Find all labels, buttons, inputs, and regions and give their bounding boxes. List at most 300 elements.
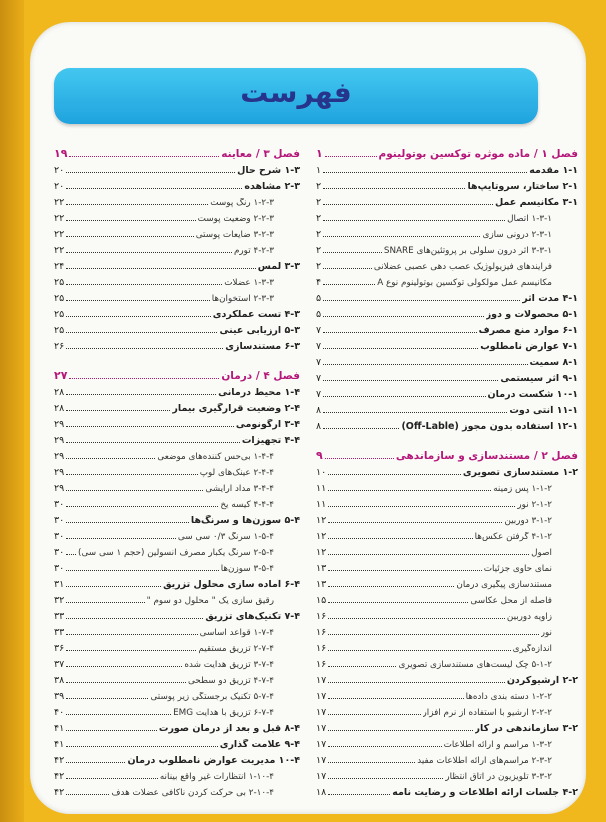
entry-title: ۵-۴ سوزن‌ها و سرنگ‌ها	[190, 515, 300, 526]
dot-leader	[66, 172, 235, 173]
entry-title: ۳-۱ مکانیسم عمل	[494, 197, 578, 208]
entry-page-number: ۱۵	[316, 595, 327, 606]
toc-entry	[316, 574, 578, 590]
dot-leader	[66, 236, 194, 237]
entry-title: ۴-۷-۴ تزریق دو سطحی	[187, 676, 274, 686]
toc-entry	[316, 272, 578, 288]
dot-leader	[328, 522, 502, 523]
entry-page-number: ۲	[316, 229, 322, 240]
entry-page-number: ۲۵	[54, 325, 65, 336]
entry-page-number: ۱۷	[316, 691, 327, 702]
toc-entry	[54, 320, 300, 336]
dot-leader	[328, 666, 396, 667]
entry-title: فصل ۴ / درمان	[221, 370, 300, 382]
toc-entry	[316, 654, 578, 670]
entry-page-number: ۲۹	[54, 483, 65, 494]
entry-title: ۹-۱ اثر سیستمی	[500, 373, 578, 384]
dot-leader	[66, 332, 217, 333]
entry-page-number: ۲	[316, 245, 322, 256]
entry-page-number: ۳۳	[54, 611, 65, 622]
entry-title: ۲-۴-۴ عینک‌های لوپ	[199, 468, 274, 478]
entry-page-number: ۱۱	[316, 499, 327, 510]
entry-page-number: ۱۷	[316, 675, 327, 686]
toc-entry	[54, 686, 300, 702]
dot-leader	[66, 698, 148, 699]
entry-page-number: ۲۲	[54, 245, 65, 256]
dot-leader	[66, 426, 234, 427]
entry-title: ۱-۲ مستندسازی تصویری	[462, 467, 578, 478]
dot-leader	[328, 650, 510, 651]
entry-page-number: ۱۷	[316, 739, 327, 750]
dot-leader	[66, 618, 203, 619]
entry-title: ۳-۳-۱ اثر درون سلولی بر پروتئین‌های SNARE	[383, 246, 552, 256]
entry-title: ۲-۲-۲ آرشیو با استفاده از نرم افزار	[422, 708, 552, 718]
toc-column-right	[316, 140, 578, 798]
dot-leader	[69, 378, 219, 379]
entry-page-number: ۳۰	[54, 515, 65, 526]
entry-page-number: ۸	[316, 405, 322, 416]
dot-leader	[323, 396, 485, 397]
entry-title: اصول	[531, 548, 552, 558]
dot-leader	[66, 284, 222, 285]
entry-page-number: ۵	[316, 293, 322, 304]
toc-entry	[316, 750, 578, 766]
entry-title: فاصله از محل عکاسی	[470, 596, 552, 606]
entry-title: ۲-۳-۲ مراسم‌های ارائه اطلاعات مفید	[417, 756, 552, 766]
entry-title: نور	[540, 628, 552, 638]
dot-leader	[66, 188, 242, 189]
dot-leader	[66, 316, 211, 317]
dot-leader	[66, 300, 210, 301]
dot-leader	[328, 634, 539, 635]
entry-page-number: ۱۰	[316, 467, 327, 478]
entry-page-number: ۱۷	[316, 755, 327, 766]
toc-entry	[54, 494, 300, 510]
entry-page-number: ۱۲	[316, 547, 327, 558]
entry-page-number: ۲۴	[54, 261, 65, 272]
entry-title: ۴-۲-۳ تورم	[233, 246, 274, 256]
toc-entry	[54, 702, 300, 718]
toc-entry	[54, 718, 300, 734]
entry-page-number: ۲۰	[54, 165, 65, 176]
chapter-entry	[54, 140, 300, 160]
toc-entry	[316, 462, 578, 478]
entry-title: ۱۰-۴ مدیریت عوارض نامطلوب درمان	[127, 755, 300, 766]
entry-page-number: ۲	[316, 261, 322, 272]
entry-page-number: ۱۲	[316, 531, 327, 542]
entry-page-number: ۴۱	[54, 739, 65, 750]
dot-leader	[323, 316, 484, 317]
toc-entry	[54, 430, 300, 446]
entry-title: ۱-۳-۳ عضلات	[224, 278, 274, 288]
entry-title: ۶-۷-۴ تزریق با هدایت EMG	[173, 708, 274, 718]
entry-title: ۱-۳-۲ مراسم و ارائه اطلاعات	[443, 740, 552, 750]
toc-entry	[316, 336, 578, 352]
entry-title: مکانیسم عمل مولکولی توکسین بوتولینوم نوع A	[377, 278, 552, 288]
toc-page	[30, 22, 586, 814]
dot-leader	[328, 746, 441, 747]
entry-title: ۲-۱-۲ نور	[517, 500, 552, 510]
toc-entry	[316, 256, 578, 272]
entry-page-number: ۷	[316, 373, 322, 384]
dot-leader	[66, 650, 196, 651]
page-title: فهرست	[240, 76, 352, 109]
entry-page-number: ۱۳	[316, 579, 327, 590]
toc-entry	[316, 352, 578, 368]
entry-title: فصل ۱ / ماده موثره توکسین بوتولینوم	[378, 148, 578, 160]
entry-title: ۳-۲-۳ ضایعات پوستی	[195, 230, 274, 240]
toc-entry	[54, 208, 300, 224]
entry-title: ۴-۴-۴ کیسه یخ	[220, 500, 274, 510]
toc-entry	[316, 208, 578, 224]
entry-page-number: ۱	[316, 147, 323, 160]
toc-entry	[54, 304, 300, 320]
entry-title: ۲-۳ مشاهده	[244, 181, 300, 192]
dot-leader	[66, 714, 171, 715]
dot-leader	[325, 156, 377, 157]
dot-leader	[323, 268, 372, 269]
entry-page-number: ۳۶	[54, 643, 65, 654]
section-gap	[54, 352, 300, 362]
entry-page-number: ۲	[316, 181, 322, 192]
toc-entry	[316, 558, 578, 574]
toc-entry	[54, 272, 300, 288]
entry-title: فرایندهای فیزیولوژیک عصب دهی عصبی عضلانی	[373, 262, 552, 272]
entry-title: فصل ۳ / معاینه	[221, 148, 300, 160]
toc-entry	[316, 304, 578, 320]
entry-title: ۳-۷-۴ تزریق هدایت شده	[184, 660, 274, 670]
entry-page-number: ۱۳	[316, 563, 327, 574]
entry-page-number: ۲۰	[54, 181, 65, 192]
toc-entry	[316, 160, 578, 176]
toc-entry	[316, 766, 578, 782]
entry-page-number: ۱۸	[316, 787, 327, 798]
entry-title: ۲-۲-۳ وضعیت پوست	[197, 214, 274, 224]
entry-title: ۳-۴-۴ مداد آرایشی	[205, 484, 274, 494]
toc-entry	[316, 176, 578, 192]
dot-leader	[323, 380, 498, 381]
dot-leader	[323, 204, 493, 205]
entry-title: ۱-۴-۴ بی‌حس کننده‌های موضعی	[157, 452, 274, 462]
dot-leader	[66, 794, 109, 795]
entry-page-number: ۲۶	[54, 341, 65, 352]
dot-leader	[323, 348, 478, 349]
toc-entry	[54, 526, 300, 542]
entry-page-number: ۱۶	[316, 611, 327, 622]
dot-leader	[328, 602, 468, 603]
toc-entry	[54, 542, 300, 558]
entry-title: ۱-۱-۲ پس زمینه	[493, 484, 552, 494]
dot-leader	[328, 586, 454, 587]
entry-title: ۱-۲-۳ رنگ پوست	[210, 198, 274, 208]
toc-entry	[54, 462, 300, 478]
entry-page-number: ۷	[316, 325, 322, 336]
entry-title: ۲-۵-۴ سرنگ یکبار مصرف انسولین (حجم ۱ سی سی)	[78, 548, 274, 558]
toc-entry	[316, 384, 578, 400]
entry-title: ۳-۱-۲ دوربین	[504, 516, 552, 526]
toc-entry	[54, 240, 300, 256]
toc-entry	[54, 192, 300, 208]
entry-page-number: ۳۱	[54, 579, 65, 590]
toc-entry	[316, 734, 578, 750]
entry-page-number: ۳۰	[54, 547, 65, 558]
entry-page-number: ۱۷	[316, 707, 327, 718]
entry-title: ۱۱-۱ آنتی دوت	[509, 405, 578, 416]
dot-leader	[323, 332, 477, 333]
section-gap	[316, 432, 578, 442]
entry-page-number: ۲۲	[54, 213, 65, 224]
toc-entry	[316, 288, 578, 304]
entry-page-number: ۴	[316, 277, 322, 288]
entry-page-number: ۳۲	[54, 595, 65, 606]
toc-entry	[54, 782, 300, 798]
dot-leader	[328, 794, 390, 795]
entry-page-number: ۷	[316, 389, 322, 400]
chapter-entry	[316, 140, 578, 160]
entry-page-number: ۱۷	[316, 723, 327, 734]
entry-page-number: ۷	[316, 357, 322, 368]
dot-leader	[66, 522, 189, 523]
entry-title: ۶-۴ آماده سازی محلول تزریق	[163, 579, 300, 590]
entry-page-number: ۳۰	[54, 499, 65, 510]
entry-page-number: ۲۵	[54, 277, 65, 288]
entry-page-number: ۸	[316, 421, 322, 432]
entry-title: ۳-۳ لمس	[257, 261, 300, 272]
dot-leader	[328, 538, 472, 539]
dot-leader	[66, 410, 170, 411]
dot-leader	[66, 506, 218, 507]
dot-leader	[69, 156, 219, 157]
toc-entry	[316, 686, 578, 702]
entry-title: ۵-۱ محصولات و دوز	[485, 309, 578, 320]
title-banner	[54, 68, 538, 124]
entry-page-number: ۲۸	[54, 403, 65, 414]
toc-entry	[316, 622, 578, 638]
toc-entry	[54, 176, 300, 192]
toc-entry	[54, 382, 300, 398]
entry-title: ۱-۱ مقدمه	[529, 165, 578, 176]
entry-page-number: ۲	[316, 197, 322, 208]
entry-page-number: ۷	[316, 341, 322, 352]
entry-title: ۱-۴ محیط درمانی	[218, 387, 300, 398]
dot-leader	[66, 490, 203, 491]
entry-page-number: ۲۵	[54, 309, 65, 320]
entry-title: ۴-۱-۲ گرفتن عکس‌ها	[474, 532, 552, 542]
toc-entry	[54, 766, 300, 782]
entry-page-number: ۲۹	[54, 451, 65, 462]
toc-entry	[54, 224, 300, 240]
toc-entry	[54, 288, 300, 304]
entry-page-number: ۱۶	[316, 627, 327, 638]
entry-page-number: ۱۹	[54, 147, 68, 160]
entry-page-number: ۱۶	[316, 643, 327, 654]
entry-title: ۲-۱۰-۴ بی حرکت کردن ناکافی عضلات هدف	[111, 788, 274, 798]
dot-leader	[323, 412, 507, 413]
dot-leader	[66, 586, 161, 587]
entry-title: ۶-۳ مستندسازی	[225, 341, 300, 352]
entry-page-number: ۳۹	[54, 691, 65, 702]
entry-page-number: ۵	[316, 309, 322, 320]
entry-page-number: ۱۷	[316, 771, 327, 782]
entry-title: اندازه‌گیری	[512, 644, 552, 654]
dot-leader	[328, 506, 515, 507]
toc-entry	[316, 590, 578, 606]
entry-page-number: ۳۷	[54, 659, 65, 670]
entry-title: ۱-۳-۱ اتصال	[507, 214, 552, 224]
toc-entry	[316, 320, 578, 336]
entry-page-number: ۴۱	[54, 723, 65, 734]
chapter-entry	[54, 362, 300, 382]
entry-page-number: ۳۳	[54, 627, 65, 638]
entry-title: ۱-۲-۲ دسته بندی داده‌ها	[465, 692, 552, 702]
entry-page-number: ۹	[316, 449, 323, 462]
entry-title: ۱۲-۱ استفاده بدون مجوز (Off-Lable)	[401, 421, 578, 432]
entry-title: ۶-۱ موارد منع مصرف	[478, 325, 578, 336]
dot-leader	[66, 634, 197, 635]
toc-entry	[54, 574, 300, 590]
toc-entry	[54, 750, 300, 766]
dot-leader	[328, 714, 420, 715]
entry-title: رقیق سازی یک " محلول دو سوم "	[146, 596, 274, 606]
entry-page-number: ۲۹	[54, 435, 65, 446]
entry-page-number: ۱۶	[316, 659, 327, 670]
entry-title: ۵-۷-۴ تکنیک برجستگی زیر پوستی	[150, 692, 274, 702]
dot-leader	[66, 442, 240, 443]
entry-page-number: ۱	[316, 165, 322, 176]
dot-leader	[66, 746, 218, 747]
toc-entry	[54, 734, 300, 750]
dot-leader	[66, 252, 232, 253]
toc-entry	[54, 670, 300, 686]
entry-page-number: ۳۰	[54, 563, 65, 574]
toc-entry	[316, 638, 578, 654]
dot-leader	[66, 666, 182, 667]
dot-leader	[328, 618, 505, 619]
dot-leader	[66, 204, 208, 205]
toc-entry	[54, 510, 300, 526]
toc-entry	[54, 414, 300, 430]
toc-entry	[316, 670, 578, 686]
toc-entry	[54, 446, 300, 462]
dot-leader	[325, 458, 394, 459]
entry-page-number: ۲	[316, 213, 322, 224]
dot-leader	[66, 554, 76, 555]
toc-entry	[54, 478, 300, 494]
entry-title: فصل ۲ / مستندسازی و سازماندهی	[395, 450, 578, 462]
toc-entry	[316, 240, 578, 256]
entry-title: ۲-۱ ساختار، سروتایپ‌ها	[467, 181, 578, 192]
entry-title: ۳-۳-۲ تلویزیون در اتاق انتظار	[445, 772, 552, 782]
entry-title: ۸-۱ سمیت	[529, 357, 578, 368]
entry-title: ۲-۴ وضعیت قرارگیری بیمار	[172, 403, 300, 414]
dot-leader	[323, 172, 527, 173]
entry-title: ۳-۵-۴ سوزن‌ها	[220, 564, 274, 574]
dot-leader	[323, 188, 465, 189]
dot-leader	[323, 220, 505, 221]
toc-column-left	[54, 140, 300, 798]
entry-page-number: ۴۲	[54, 787, 65, 798]
toc-entry	[54, 606, 300, 622]
dot-leader	[66, 570, 219, 571]
toc-entry	[54, 398, 300, 414]
dot-leader	[66, 730, 157, 731]
dot-leader	[66, 762, 125, 763]
dot-leader	[323, 300, 520, 301]
entry-page-number: ۱۱	[316, 483, 327, 494]
entry-title: ۵-۱-۲ چک لیست‌های مستندسازی تصویری	[398, 660, 552, 670]
entry-page-number: ۲۷	[54, 369, 68, 382]
entry-page-number: ۲۵	[54, 293, 65, 304]
entry-title: ۱-۵-۴ سرنگ ۰/۳ سی سی	[177, 532, 274, 542]
dot-leader	[66, 394, 216, 395]
dot-leader	[328, 554, 529, 555]
entry-page-number: ۳۸	[54, 675, 65, 686]
entry-title: نمای حاوی جزئیات	[483, 564, 552, 574]
entry-title: مستندسازی پیگیری درمان	[456, 580, 552, 590]
entry-title: ۳-۴ ارگونومی	[235, 419, 300, 430]
entry-title: ۴-۳ تست عملکردی	[212, 309, 300, 320]
toc-entry	[316, 606, 578, 622]
toc-entry	[316, 542, 578, 558]
entry-title: ۱-۳ شرح حال	[237, 165, 300, 176]
toc-entry	[316, 192, 578, 208]
entry-page-number: ۴۲	[54, 771, 65, 782]
toc-entry	[54, 654, 300, 670]
dot-leader	[328, 474, 461, 475]
entry-title: ۹-۴ علامت گذاری	[219, 739, 300, 750]
dot-leader	[66, 602, 144, 603]
dot-leader	[66, 268, 256, 269]
dot-leader	[328, 730, 472, 731]
dot-leader	[328, 762, 415, 763]
book-outer-edge	[0, 0, 24, 822]
entry-title: ۷-۴ تکنیک‌های تزریق	[205, 611, 300, 622]
entry-title: ۲-۲ آرشیوکردن	[506, 675, 578, 686]
entry-title: ۲-۳-۳ استخوان‌ها	[211, 294, 274, 304]
toc-entry	[316, 400, 578, 416]
toc-entry	[316, 782, 578, 798]
toc-entry	[54, 160, 300, 176]
entry-page-number: ۱۲	[316, 515, 327, 526]
toc-entry	[316, 494, 578, 510]
dot-leader	[66, 220, 195, 221]
dot-leader	[323, 236, 480, 237]
toc-entry	[316, 478, 578, 494]
toc-entry	[316, 368, 578, 384]
entry-page-number: ۴۲	[54, 755, 65, 766]
toc-entry	[54, 622, 300, 638]
entry-title: زاویه دوربین	[506, 612, 552, 622]
entry-title: ۴-۴ تجهیزات	[241, 435, 300, 446]
dot-leader	[323, 428, 399, 429]
dot-leader	[328, 778, 443, 779]
toc-entry	[54, 590, 300, 606]
entry-page-number: ۳۰	[54, 531, 65, 542]
entry-title: ۱-۱۰-۴ انتظارات غیر واقع بینانه	[159, 772, 274, 782]
entry-page-number: ۲۲	[54, 229, 65, 240]
toc-entry	[316, 718, 578, 734]
entry-title: ۴-۱ مدت اثر	[522, 293, 578, 304]
toc-entry	[316, 702, 578, 718]
dot-leader	[66, 474, 198, 475]
entry-title: ۲-۳-۱ درونی سازی	[482, 230, 552, 240]
entry-page-number: ۲۹	[54, 419, 65, 430]
entry-title: ۴-۲ جلسات ارائه اطلاعات و رضایت نامه	[392, 787, 578, 798]
entry-title: ۸-۴ قبل و بعد از درمان صورت	[158, 723, 300, 734]
toc-entry	[54, 336, 300, 352]
toc-entry	[54, 558, 300, 574]
toc-entry	[316, 526, 578, 542]
